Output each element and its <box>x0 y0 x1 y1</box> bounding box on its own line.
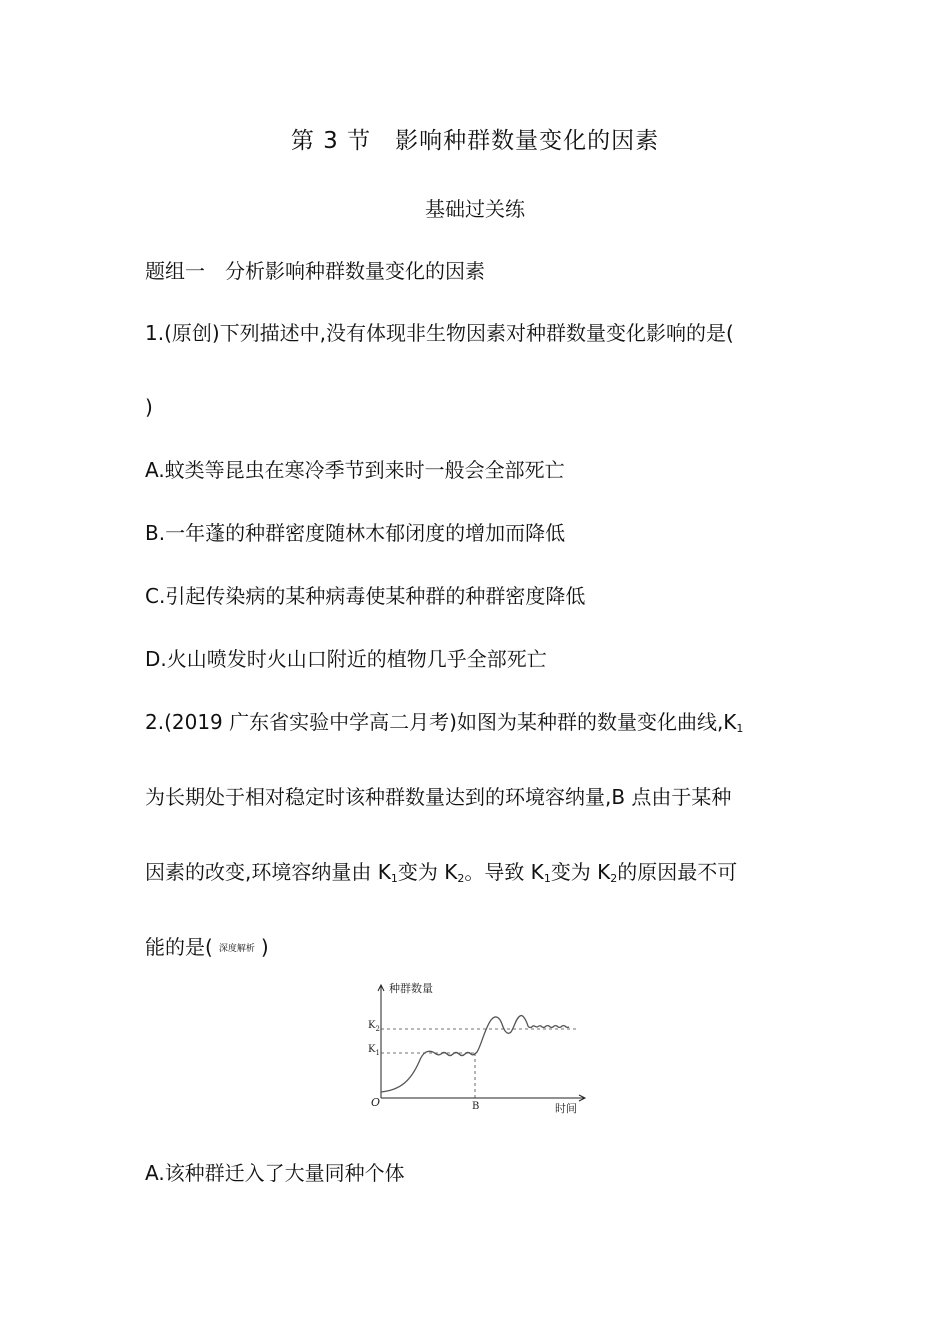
page-title: 第 3 节 影响种群数量变化的因素 <box>290 128 660 154</box>
q2-option-a: A.该种群迁入了大量同种个体 <box>145 1161 405 1185</box>
k1-label: $K_1$ <box>368 1044 380 1057</box>
q1-option-b: B.一年蓬的种群密度随林木郁闭度的增加而降低 <box>145 521 566 545</box>
q1-option-a: A.蚊类等昆虫在寒冷季节到来时一般会全部死亡 <box>145 458 565 482</box>
group-heading: 题组一 分析影响种群数量变化的因素 <box>145 259 485 283</box>
q1-stem-line1: 1.(原创)下列描述中,没有体现非生物因素对种群数量变化影响的是( <box>145 321 734 345</box>
q2-stem-line1: 2.(2019 广东省实验中学高二月考)如图为某种群的数量变化曲线$,K_1$ <box>145 710 744 735</box>
x-axis-label: 时间 <box>555 1102 577 1115</box>
population-curve <box>381 1016 569 1092</box>
population-curve-figure <box>363 980 593 1120</box>
origin-label: O <box>371 1096 381 1109</box>
b-label: B <box>472 1101 480 1112</box>
q2-stem-line4: 能的是( 深度解析 ) <box>145 935 269 959</box>
deep-analysis-tag: 深度解析 <box>218 943 255 954</box>
q1-option-d: D.火山喷发时火山口附近的植物几乎全部死亡 <box>145 647 547 671</box>
q1-option-c: C.引起传染病的某种病毒使某种群的种群密度降低 <box>145 584 586 608</box>
k2-label: $K_2$ <box>368 1020 380 1033</box>
q1-stem-line2: ) <box>145 395 153 419</box>
y-axis-label: 种群数量 <box>389 982 433 995</box>
section-subtitle: 基础过关练 <box>425 197 525 221</box>
q2-stem-line3: 因素的改变,环境容纳量由 $K_1$变为 $K_2$。导致 $K_1$变为 $K_2$的原因最不可 <box>145 860 738 885</box>
q2-stem-line2: 为长期处于相对稳定时该种群数量达到的环境容纳量,B 点由于某种 <box>145 785 732 809</box>
